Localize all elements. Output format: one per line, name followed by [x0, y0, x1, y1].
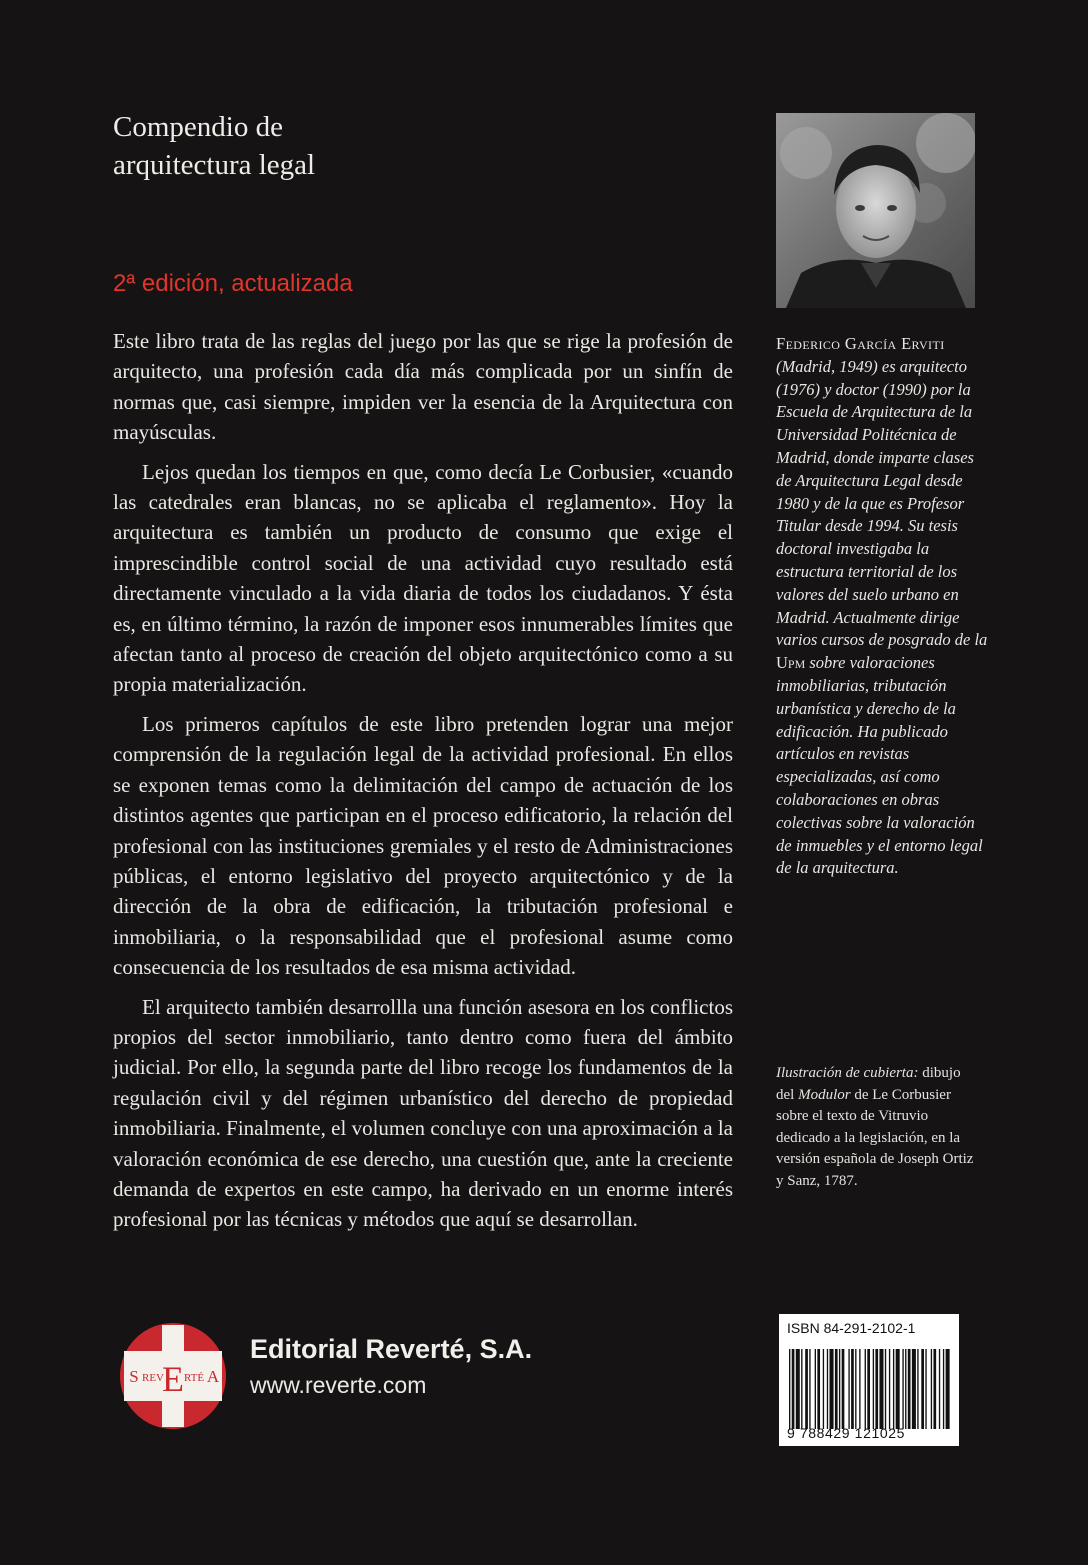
- cover-illustration-credit: [776, 1063, 981, 1193]
- author-photo: [776, 113, 975, 308]
- title-line-2: arquitectura legal: [113, 149, 316, 181]
- barcode-bar: [939, 1349, 940, 1429]
- author-bio-text-1: (Madrid, 1949) es arquitecto (1976) y doctor (1990) por la Escuela de Arquitectura de la Universidad Politécnica de Madrid, donde imparte clases de Arquitectura Legal desde 1980 y de la que es Profesor Titular desde 1994. Su tesis doctoral investigaba la estructura territorial de los valores del suelo urbano en Madrid. Actualmente dirige varios cursos de posgrado de la: [776, 356, 988, 650]
- barcode-bar: [823, 1349, 824, 1429]
- barcode-bar: [879, 1349, 883, 1429]
- isbn-barcode: [779, 1314, 959, 1446]
- credit-text-after: de Le Corbusier sobre el texto de Vitruvio dedicado a la legislación, en la versión española de Joseph Ortiz y Sanz, 1787.: [776, 1086, 974, 1189]
- barcode-bar: [842, 1349, 845, 1429]
- publisher-website-link[interactable]: www.reverte.com: [250, 1372, 427, 1398]
- logo-letter-a: A: [206, 1367, 220, 1386]
- edition-label: 2ª edición, actualizada: [113, 270, 353, 297]
- barcode-bar: [902, 1349, 903, 1429]
- barcode-bar: [889, 1349, 890, 1429]
- barcode-bar: [925, 1349, 926, 1429]
- barcode-bar: [873, 1349, 874, 1429]
- barcode-bar: [855, 1349, 856, 1429]
- barcode-bar: [875, 1349, 878, 1429]
- barcode-bar: [801, 1349, 802, 1429]
- author-bio-upm: Upm: [776, 653, 806, 673]
- logo-letter-s: S: [129, 1367, 139, 1386]
- barcode-bar: [851, 1349, 854, 1429]
- credit-text-before: dibujo del: [776, 1065, 961, 1103]
- barcode-bar: [905, 1349, 906, 1429]
- barcode-bar: [805, 1349, 808, 1429]
- credit-modulor: Modulor: [798, 1086, 851, 1103]
- barcode-bar: [859, 1349, 860, 1429]
- publisher-name: Editorial Reverté, S.A.: [250, 1334, 533, 1364]
- barcode-bar: [839, 1349, 840, 1429]
- book-title: [113, 108, 673, 184]
- barcode-bar: [893, 1349, 894, 1429]
- synopsis-paragraph-4: El arquitecto también desarrollla una función asesora en los conflictos propios del sector inmobiliario, tanto dentro como fuera del ámbito judicial. Por ello, la segunda parte del libro recoge los fundamentos de la regulación civil y del régimen urbanístico del derecho de propiedad inmobiliaria. Finalmente, el volumen concluye con una aproximación a la valoración económica de ese derecho, una cuestión que, ante la creciente demanda de expertos en este campo, ha derivado en un enorme interés profesional por las técnicas y métodos que aquí se desarrollan.: [113, 994, 733, 1232]
- ean-number: 9 788429 121025: [787, 1425, 905, 1441]
- barcode-bar: [946, 1349, 950, 1429]
- synopsis: [113, 326, 733, 1244]
- barcode-bar: [827, 1349, 828, 1429]
- barcode-bar: [789, 1349, 790, 1429]
- barcode-bar: [943, 1349, 944, 1429]
- barcode-bar: [921, 1349, 924, 1429]
- barcode-bar: [848, 1349, 849, 1429]
- barcode-bar: [931, 1349, 932, 1429]
- barcode-bar: [796, 1349, 800, 1429]
- logo-letters-rte: RTÉ: [183, 1372, 205, 1384]
- synopsis-paragraph-3: Los primeros capítulos de este libro pretenden lograr una mejor comprensión de la regulación legal de la actividad profesional. En ellos se exponen temas como la delimitación del campo de actuación de los distintos agentes que participan en el proceso edificatorio, la relación del profesional con las instituciones gremiales y el resto de Administraciones públicas, el entorno legislativo del proyecto arquitectónico y de la dirección de la obra de edificación, la tributación profesional e inmobiliaria, o la responsabilidad que el profesional asume como consecuencia de los resultados de esa misma actividad.: [113, 711, 733, 980]
- author-portrait-image: [776, 113, 975, 308]
- barcode-bar: [885, 1349, 886, 1429]
- isbn-number: ISBN 84-291-2102-1: [787, 1320, 916, 1336]
- barcode-bar: [830, 1349, 834, 1429]
- barcode-bar: [917, 1349, 918, 1429]
- barcode-bar: [933, 1349, 936, 1429]
- barcode-bar: [817, 1349, 820, 1429]
- barcode-bar: [815, 1349, 816, 1429]
- barcode-bar: [912, 1349, 916, 1429]
- title-line-1: Compendio de: [113, 111, 283, 143]
- barcode-bar: [809, 1349, 810, 1429]
- barcode-bar: [835, 1349, 838, 1429]
- logo-letters-rev: REV: [142, 1372, 164, 1384]
- author-name: Federico García Erviti: [776, 334, 945, 353]
- barcode-bar: [908, 1349, 911, 1429]
- synopsis-paragraph-1: Este libro trata de las reglas del juego por las que se rige la profesión de arquitecto, una profesión cada día más complicada por un sinfín de normas que, casi siempre, impiden ver la esencia de la Arquitectura con mayúsculas.: [113, 329, 733, 445]
- synopsis-paragraph-2: Lejos quedan los tiempos en que, como decía Le Corbusier, «cuando las catedrales eran blancas, no se aplicaba el reglamento». Hoy la arquitectura es también un producto de consumo que exige el imprescindible control social de una actividad cuyo resultado está directamente vinculado a la vida diaria de todos los ciudadanos. Y ésta es, en último término, la razón de imponer esos innumerables límites que afectan tanto al proceso de creación del objeto arquitectónico como a su propia materialización.: [113, 459, 733, 697]
- credit-label: Ilustración de cubierta:: [776, 1065, 919, 1081]
- barcode-bar: [867, 1349, 870, 1429]
- publisher-logo: [118, 1321, 228, 1431]
- barcode-bar: [792, 1349, 795, 1429]
- logo-letter-e: E: [162, 1359, 184, 1399]
- author-bio-text-2: sobre valoraciones inmobiliarias, tributación urbanística y derecho de la edificación. Ha publicado artículos en revistas especializadas, así como colaboraciones en obras colectivas sobre la valoración de inmuebles y el entorno legal de la arquitectura.: [776, 653, 983, 878]
- barcode-bar: [865, 1349, 866, 1429]
- barcode-bar: [896, 1349, 900, 1429]
- author-bio: [776, 333, 991, 880]
- reverte-logo-icon: [118, 1321, 228, 1431]
